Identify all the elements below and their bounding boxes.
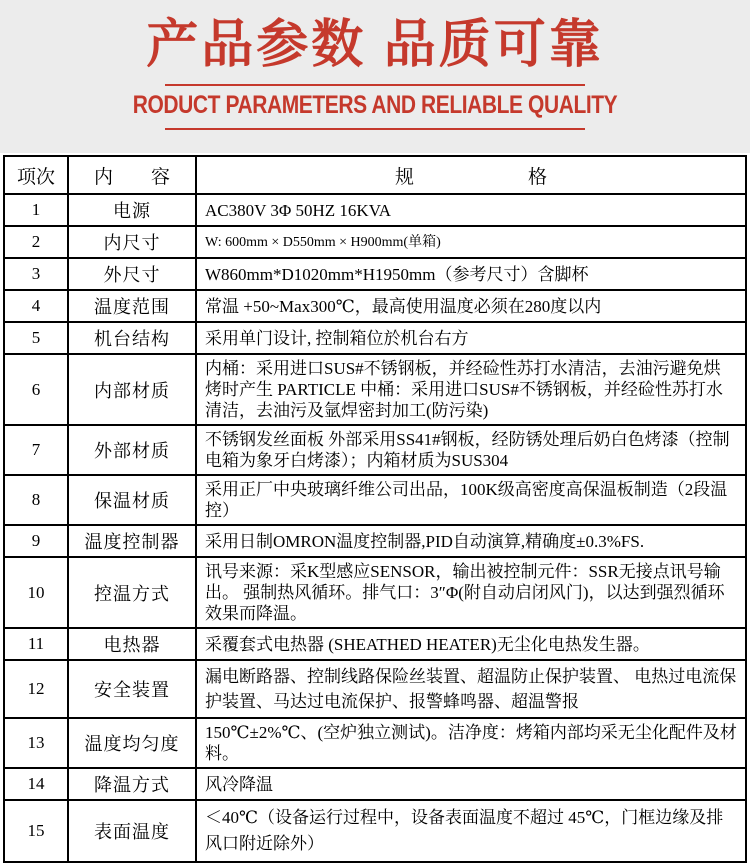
row-spec-text: 内桶：采用进口SUS#不锈钢板，并经硷性苏打水清洁，去油污避免烘烤时产生 PARTICLE 中桶：采用进口SUS#不锈钢板，并经硷性苏打水清洁，去油污及氩焊密封加工(防污染) [196, 354, 746, 425]
row-spec-text: 150℃±2%℃、(空炉独立测试)。洁净度：烤箱内部均采无尘化配件及材料。 [196, 718, 746, 768]
table-row [4, 475, 746, 525]
row-number: 9 [4, 525, 68, 557]
table-row [4, 194, 746, 226]
row-spec-text: W: 600mm × D550mm × H900mm(单箱) [196, 226, 746, 258]
table-row [4, 628, 746, 660]
table-row [4, 525, 746, 557]
table-row [4, 800, 746, 862]
row-number: 15 [4, 800, 68, 862]
page-title: 产品参数 品质可靠 [146, 16, 604, 74]
row-number: 2 [4, 226, 68, 258]
row-number: 10 [4, 557, 68, 628]
row-content-label: 温度均匀度 [68, 718, 196, 768]
row-content-label: 电热器 [68, 628, 196, 660]
table-row [4, 718, 746, 768]
spec-table [3, 155, 747, 863]
row-spec-text: 采用单门设计, 控制箱位於机台右方 [196, 322, 746, 354]
table-header-row [4, 156, 746, 194]
row-number: 4 [4, 290, 68, 322]
row-spec-text: 漏电断路器、控制线路保险丝装置、超温防止保护装置、 电热过电流保护装置、马达过电流保护、报警蜂鸣器、超温警报 [196, 660, 746, 718]
table-row [4, 557, 746, 628]
row-number: 13 [4, 718, 68, 768]
row-content-label: 内部材质 [68, 354, 196, 425]
row-spec-text: 采用正厂中央玻璃纤维公司出品，100K级高密度高保温板制造（2段温控） [196, 475, 746, 525]
row-content-label: 温度控制器 [68, 525, 196, 557]
row-spec-text: 讯号来源：采K型感应SENSOR，输出被控制元件：SSR无接点讯号输出。 强制热风循环。排气口：3″Φ(附自动启闭风门)，以达到强烈循环效果而降温。 [196, 557, 746, 628]
row-number: 6 [4, 354, 68, 425]
row-spec-text: W860mm*D1020mm*H1950mm（参考尺寸）含脚杯 [196, 258, 746, 290]
row-number: 5 [4, 322, 68, 354]
table-row [4, 660, 746, 718]
row-content-label: 保温材质 [68, 475, 196, 525]
table-row [4, 226, 746, 258]
row-content-label: 控温方式 [68, 557, 196, 628]
header-banner [0, 0, 750, 153]
row-number: 12 [4, 660, 68, 718]
column-header-item-no: 项次 [4, 156, 68, 194]
row-number: 3 [4, 258, 68, 290]
row-content-label: 表面温度 [68, 800, 196, 862]
row-spec-text: ＜40℃（设备运行过程中，设备表面温度不超过 45℃，门框边缘及排风口附近除外） [196, 800, 746, 862]
row-content-label: 外尺寸 [68, 258, 196, 290]
table-row [4, 354, 746, 425]
table-row [4, 258, 746, 290]
column-header-content: 内 容 [68, 156, 196, 194]
row-content-label: 内尺寸 [68, 226, 196, 258]
row-content-label: 电源 [68, 194, 196, 226]
row-content-label: 机台结构 [68, 322, 196, 354]
row-number: 11 [4, 628, 68, 660]
table-row [4, 425, 746, 475]
row-content-label: 温度范围 [68, 290, 196, 322]
table-row [4, 290, 746, 322]
row-number: 1 [4, 194, 68, 226]
row-spec-text: AC380V 3Φ 50HZ 16KVA [196, 194, 746, 226]
table-row [4, 768, 746, 800]
row-spec-text: 不锈钢发丝面板 外部采用SS41#钢板，经防锈处理后奶白色烤漆（控制电箱为象牙白烤漆）；内箱材质为SUS304 [196, 425, 746, 475]
row-spec-text: 采用日制OMRON温度控制器,PID自动演算,精确度±0.3%FS. [196, 525, 746, 557]
row-content-label: 安全装置 [68, 660, 196, 718]
table-row [4, 322, 746, 354]
spec-table-body [4, 194, 746, 862]
row-content-label: 外部材质 [68, 425, 196, 475]
row-content-label: 降温方式 [68, 768, 196, 800]
column-header-spec: 规 格 [196, 156, 746, 194]
title-divider-top [165, 84, 585, 86]
title-divider-bottom [165, 128, 585, 130]
row-number: 8 [4, 475, 68, 525]
page-subtitle: RODUCT PARAMETERS AND RELIABLE QUALITY [132, 91, 618, 119]
row-number: 14 [4, 768, 68, 800]
row-spec-text: 风冷降温 [196, 768, 746, 800]
row-spec-text: 采覆套式电热器 (SHEATHED HEATER)无尘化电热发生器。 [196, 628, 746, 660]
row-number: 7 [4, 425, 68, 475]
row-spec-text: 常温 +50~Max300℃，最高使用温度必须在280度以内 [196, 290, 746, 322]
